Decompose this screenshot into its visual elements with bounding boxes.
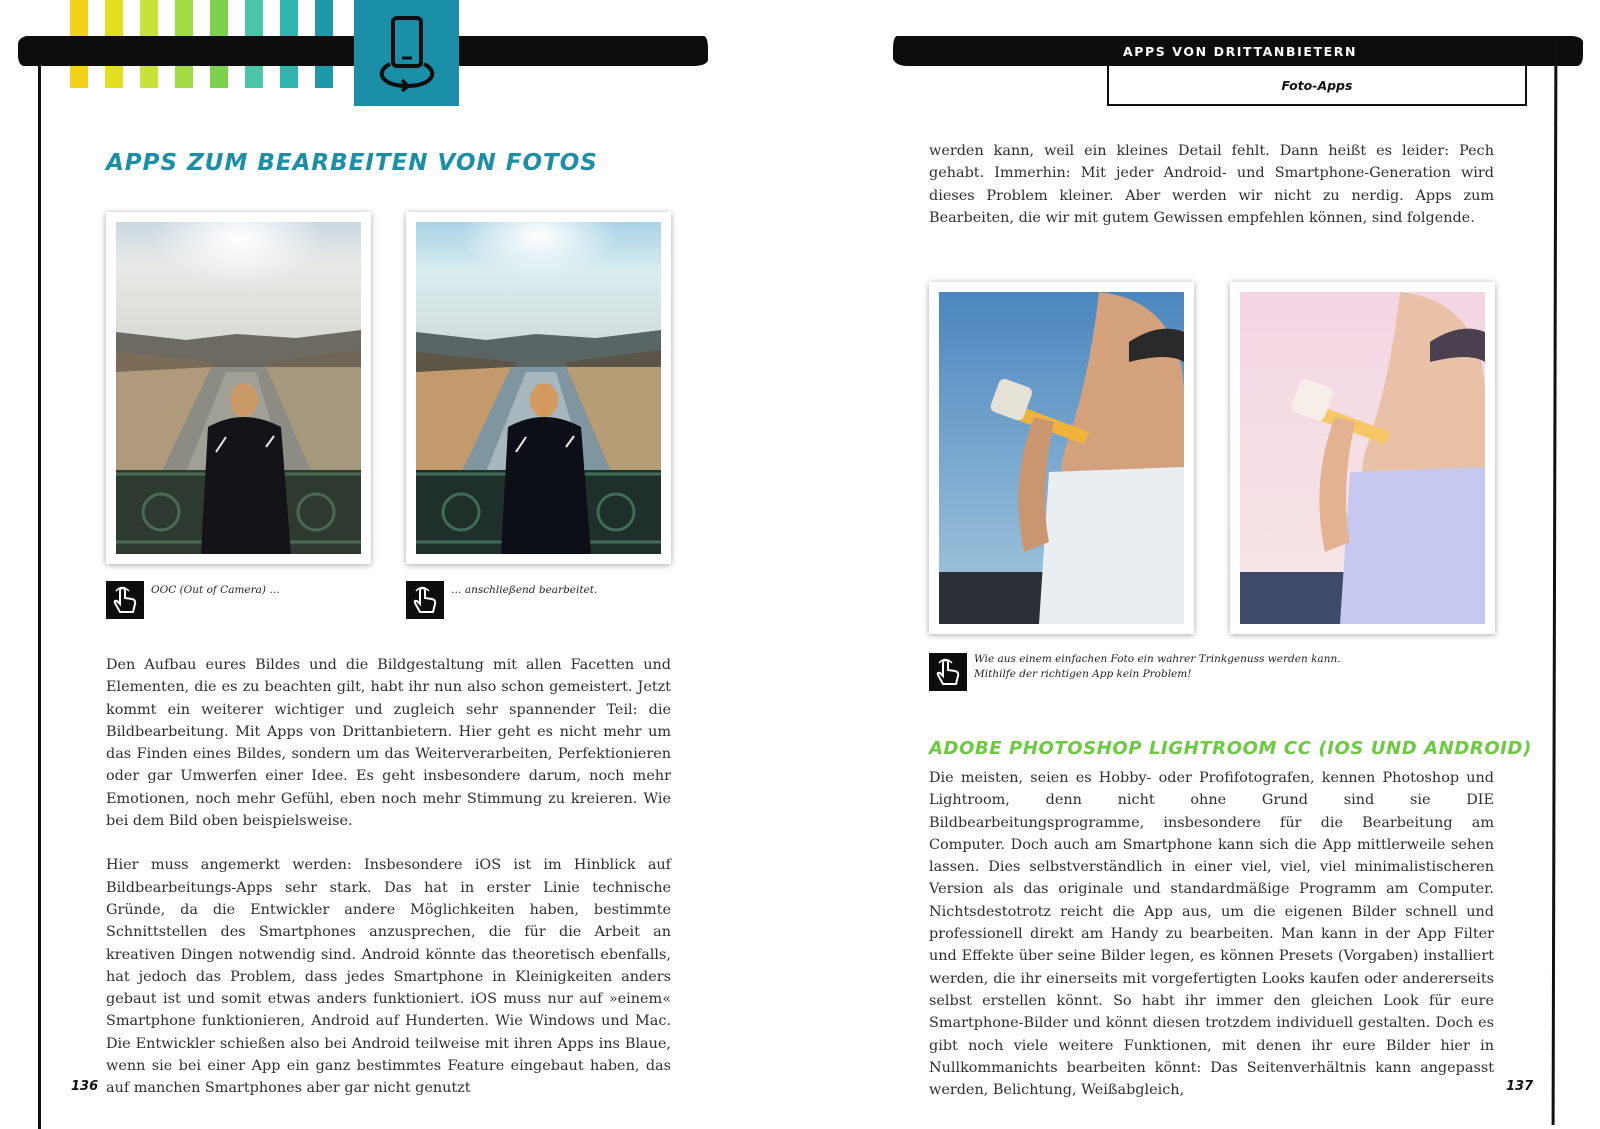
- page-border-right: [1552, 40, 1558, 1125]
- photo-drink-edited: [1230, 282, 1495, 634]
- caption-original: OOC (Out of Camera) …: [151, 584, 280, 596]
- paragraph: Den Aufbau eures Bildes und die Bildgestaltung mit allen Facetten und Elementen, die es zu beachten gilt, habt ihr nun also schon gemeistert. Jetzt kommt ein weiterer wichtiger und zugleich sehr spannender Teil: die Bildbearbeitung. Mit Apps von Drittanbietern. Hier geht es nicht mehr um das Finden eines Bildes, sondern um das Weiterverarbeiten, Perfektionieren oder gar Umwerfen einer Idee. Es geht insbesondere darum, noch mehr Emotionen, noch mehr Gefühl, eben noch mehr Stimmung zu kreieren. Wie bei dem Bild oben beispielsweise.: [106, 657, 671, 830]
- photo-canal-original: [106, 212, 371, 564]
- paragraph: werden kann, weil ein kleines Detail fehlt. Dann heißt es leider: Pech gehabt. Immerhin: Mit jeder Android- und Smartphone-Generation wird dieses Problem kleiner. Aber werden wir nicht zu nerdig. Apps zum Bearbeiten, die wir mit gutem Gewissen empfehlen können, sind folgende.: [929, 143, 1494, 226]
- canal-edited-image: [416, 222, 661, 554]
- paragraph: Hier muss angemerkt werden: Insbesondere iOS ist im Hinblick auf Bildbearbeitungs-Apps sehr stark. Das hat in erster Linie technische Gründe, da die Entwickler andere Möglichkeiten haben, bestimmte Schnittstellen des Smartphones anzusprechen, die für die Arbeit an kreativen Dingen notwendig sind. Android könnte das theoretisch ebenfalls, hat jedoch das Problem, dass jedes Smartphone in Kleinigkeiten anders gebaut ist und somit etwas anders funktioniert. iOS muss nur auf »einem« Smartphone funktionieren, Android auf Hunderten. Wie Windows und Mac. Die Entwickler schießen also bei Android teilweise mit ihren Apps ins Blaue, wenn sie bei einer App ein ganz bestimmtes Feature eingebaut haben, das auf manchen Smartphones aber gar nicht genutzt: [106, 857, 671, 1097]
- canal-original-image: [116, 222, 361, 554]
- subsection-title: Foto-Apps: [1281, 78, 1353, 93]
- page-number-left: 136: [71, 1079, 99, 1094]
- page-title: APPS ZUM BEARBEITEN VON FOTOS: [106, 150, 598, 176]
- drink-edited-image: [1240, 292, 1485, 624]
- rotate-smartphone-icon: [378, 14, 436, 92]
- hand-touch-icon: [929, 653, 967, 691]
- chapter-icon-box: [354, 0, 459, 106]
- photo-drink-original: [929, 282, 1194, 634]
- paragraph: Die meisten, seien es Hobby- oder Profifotografen, kennen Photoshop und Lightroom, denn nicht ohne Grund sind sie DIE Bildbearbeitungsprogramme, insbesondere für die Bearbeitung am Computer. Doch auch am Smartphone kann sich die App mittlerweile sehen lassen. Dies selbstverständlich in einer viel, viel, viel minimalistischeren Version als das originale und standardmäßige Programm am Computer. Nichtsdestotrotz reicht die App aus, um die eigenen Bilder schnell und professionell direkt am Handy zu bearbeiten. Man kann in der App Filter und Effekte über seine Bilder legen, es können Presets (Vorgaben) installiert werden, die ihr einerseits mit vorgefertigten Looks kaufen oder andererseits selbst erstellen könnt. So habt ihr immer den gleichen Look für eure Smartphone-Bilder und könnt diesen trotzdem individuell gestalten. Doch es gibt noch viele weitere Funktionen, mit denen ihr eure Bilder hier in Nullkommanichts bearbeiten könnt: Das Seitenverhältnis kann angepasst werden, Belichtung, Weißabgleich,: [929, 770, 1494, 1099]
- right-body: [929, 767, 1494, 1123]
- section-subtitle: ADOBE PHOTOSHOP LIGHTROOM CC (IOS UND ANDROID): [929, 738, 1532, 759]
- page-border-left: [38, 64, 41, 1129]
- left-body: [106, 654, 671, 1122]
- drink-original-image: [939, 292, 1184, 624]
- subsection-tab: [1107, 66, 1527, 106]
- caption-drink: Wie aus einem einfachen Foto ein wahrer Trinkgenuss werden kann. Mithilfe der richtigen App kein Problem!: [974, 653, 1341, 680]
- page-number-right: 137: [1506, 1079, 1534, 1094]
- photo-canal-edited: [406, 212, 671, 564]
- right-intro: [929, 140, 1494, 251]
- section-title: APPS VON DRITTANBIETERN: [1122, 44, 1358, 59]
- hand-touch-icon: [106, 581, 144, 619]
- caption-edited: … anschließend bearbeitet.: [451, 584, 598, 596]
- hand-touch-icon: [406, 581, 444, 619]
